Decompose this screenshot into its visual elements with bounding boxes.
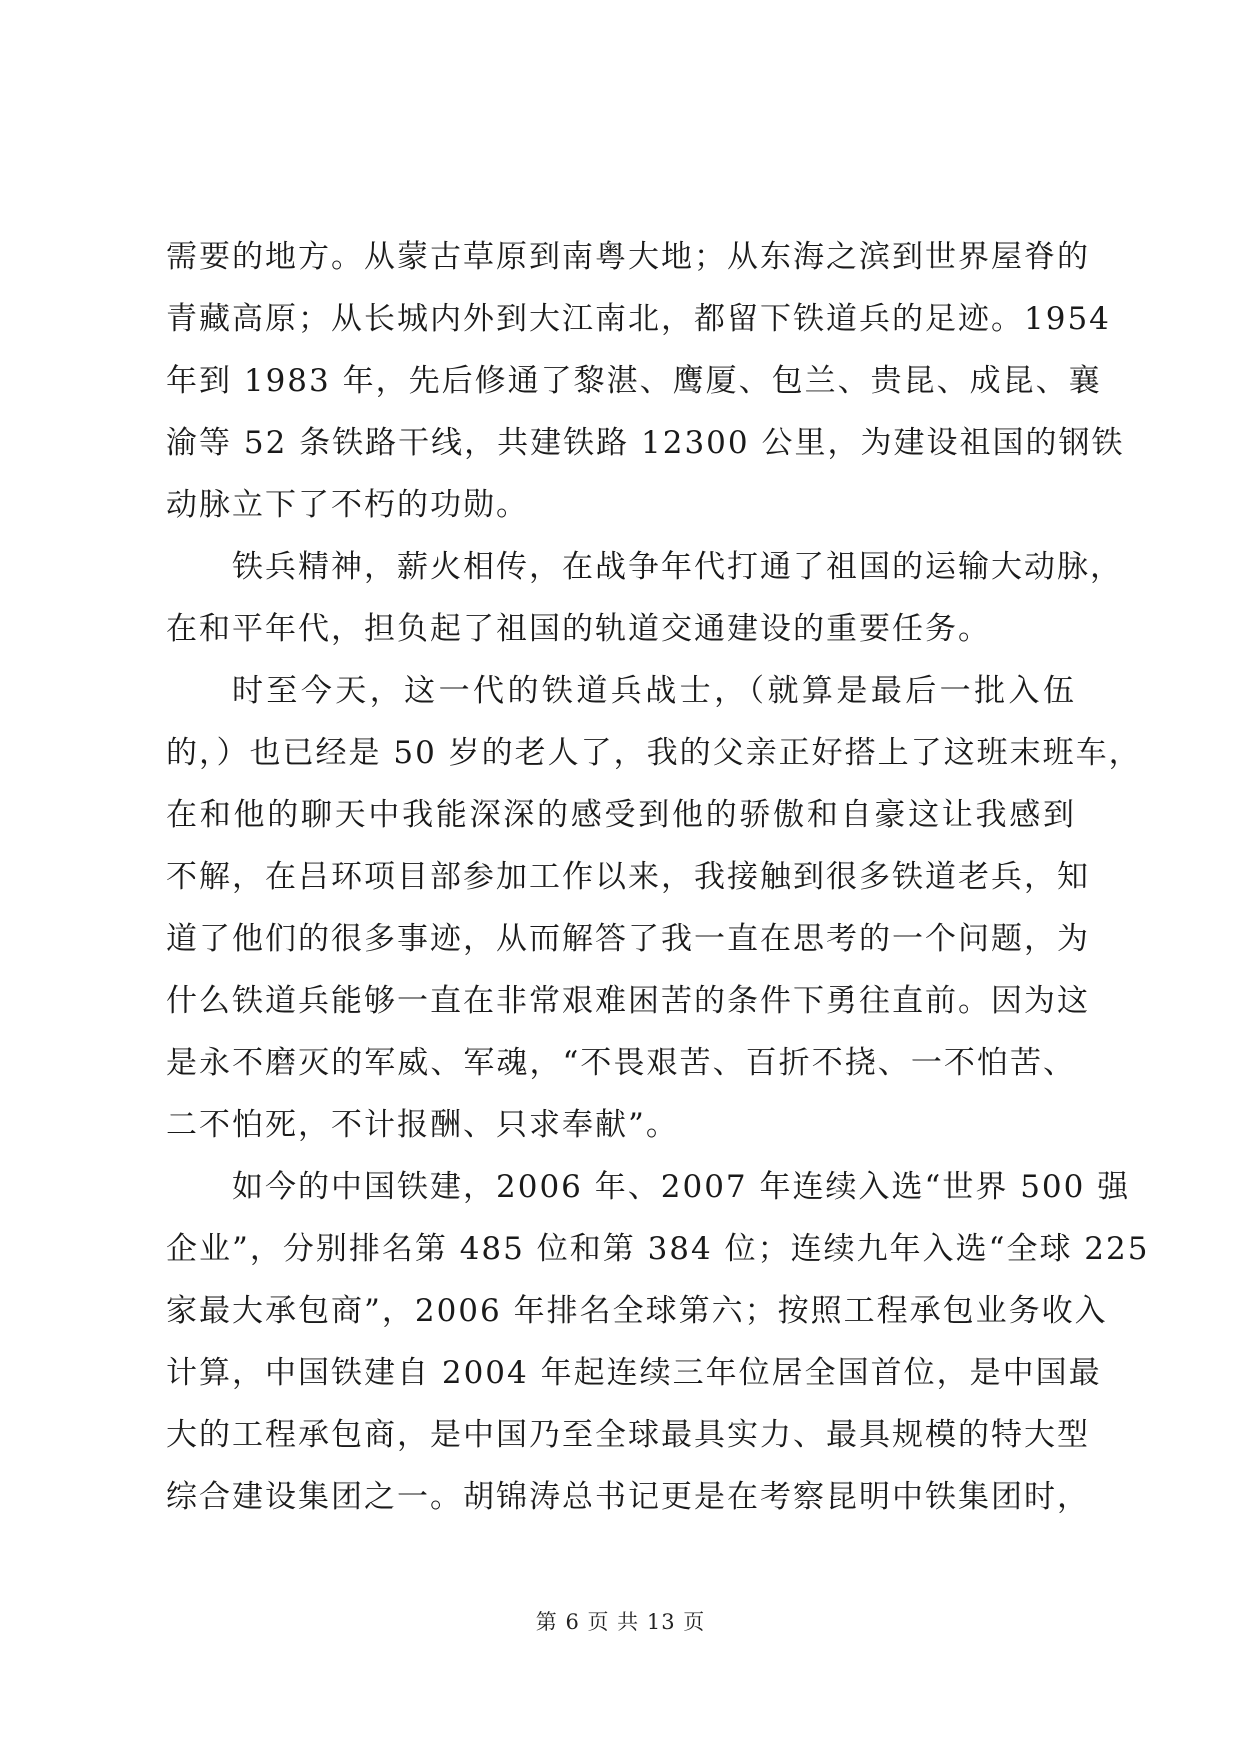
paragraph-first-line: 如今的中国铁建，2006 年、2007 年连续入选“世界 500 强 <box>232 1169 1131 1205</box>
text-line: 需要的地方。从蒙古草原到南粤大地；从东海之滨到世界屋脊的 <box>166 239 1090 275</box>
text-line: 的，）也已经是 50 岁的老人了，我的父亲正好搭上了这班末班车， <box>166 735 1142 771</box>
text-line: 家最大承包商”，2006 年排名全球第六；按照工程承包业务收入 <box>166 1293 1108 1329</box>
text-line: 计算，中国铁建自 2004 年起连续三年位居全国首位，是中国最 <box>166 1355 1102 1391</box>
text-line: 不解，在吕环项目部参加工作以来，我接触到很多铁道老兵，知 <box>166 859 1090 895</box>
paragraph-first-line: 铁兵精神，薪火相传，在战争年代打通了祖国的运输大动脉， <box>232 549 1123 585</box>
text-line: 动脉立下了不朽的功勋。 <box>166 487 529 523</box>
text-line: 青藏高原；从长城内外到大江南北，都留下铁道兵的足迹。1954 <box>166 301 1111 337</box>
text-line: 渝等 52 条铁路干线，共建铁路 12300 公里，为建设祖国的钢铁 <box>166 425 1125 461</box>
text-line: 大的工程承包商，是中国乃至全球最具实力、最具规模的特大型 <box>166 1417 1090 1453</box>
text-line: 二不怕死，不计报酬、只求奉献”。 <box>166 1107 679 1143</box>
body-text <box>166 226 1150 1528</box>
text-line: 企业”，分别排名第 485 位和第 384 位；连续九年入选“全球 225 <box>166 1231 1150 1267</box>
page-number-footer: 第 6 页 共 13 页 <box>535 1610 706 1634</box>
text-line: 年到 1983 年，先后修通了黎湛、鹰厦、包兰、贵昆、成昆、襄 <box>166 363 1102 399</box>
text-line: 什么铁道兵能够一直在非常艰难困苦的条件下勇往直前。因为这 <box>166 983 1090 1019</box>
paragraph-first-line: 时至今天，这一代的铁道兵战士，（就算是最后一批入伍 <box>232 673 1076 709</box>
text-line: 综合建设集团之一。胡锦涛总书记更是在考察昆明中铁集团时， <box>166 1479 1090 1515</box>
text-line: 在和平年代，担负起了祖国的轨道交通建设的重要任务。 <box>166 611 991 647</box>
text-line: 道了他们的很多事迹，从而解答了我一直在思考的一个问题，为 <box>166 921 1090 957</box>
text-line: 是永不磨灭的军威、军魂，“不畏艰苦、百折不挠、一不怕苦、 <box>166 1045 1076 1081</box>
text-line: 在和他的聊天中我能深深的感受到他的骄傲和自豪这让我感到 <box>166 797 1076 833</box>
